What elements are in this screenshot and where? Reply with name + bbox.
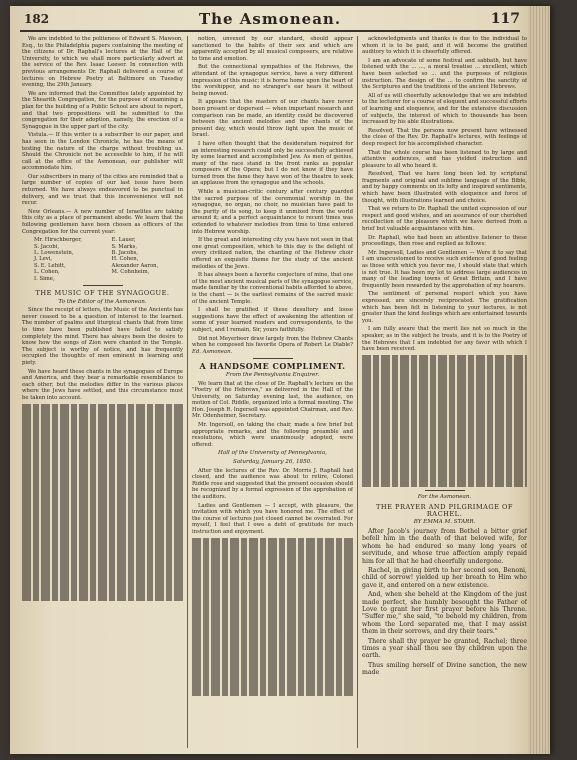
illegible-text [362, 427, 527, 434]
column-rule [357, 36, 358, 748]
list-item: L. Lowenstein, [34, 250, 74, 257]
footnote-signature: Ed. Asmonean. [192, 348, 233, 355]
illegible-text [192, 544, 353, 551]
illegible-text [362, 388, 527, 395]
illegible-text [192, 584, 353, 591]
illegible-text [192, 656, 353, 663]
illegible-text [362, 361, 527, 368]
paragraph: And, when she beheld at the Kingdom of the just made perfect, she humbly besought the Father of Love to grant her first prayer before his Throne. "Suffer me," she said, "to behold my children, from whom the Lord separated me, that I may assist them in their sorrows, and dry their tears." [362, 591, 527, 636]
illegible-text [192, 623, 353, 630]
newspaper-page [10, 6, 550, 754]
list-item: M. Cohnheim, [111, 269, 150, 276]
illegible-text [192, 630, 353, 637]
illegible-text [362, 394, 527, 401]
paragraph: After Jacob's journey from Bethel a bitter grief befell him in the death of that beloved wife, for whom he had endured so many long years of servitude, and whose true affection amply repaid him for all that he had cheerfully undergone. [362, 527, 527, 565]
footnote-text: Did not Meyerbeer draw largely from the Hebrew Chants when he composed his favorite Opera of Robert Le Diable? [192, 335, 353, 349]
paragraph: acknowledgments and thanks is due to the individual to whom it is to be paid, and it will become the gratified auditory to which it is cheerfully offered. [362, 36, 527, 56]
illegible-text [22, 509, 183, 516]
paragraph: The sentiment of personal respect which you have expressed, are sincerely reciprocated. The gratification which has been felt in listening to your lectures, is not greater than the kind feelings which are entertained towards you. [362, 291, 527, 324]
illegible-text [22, 423, 183, 430]
paragraph: Our subscribers in many of the cities are reminded that a large number of copies of our last issue have been returned. We have always endeavored to be punctual in delivery, and we trust that this inconvenience will not recur. [22, 173, 183, 207]
illegible-text [362, 447, 527, 454]
paragraph: I am fully aware that the merit lies not so much in the speaker, as in the subject he treats, and it is to the Poetry of the Hebrews that I am indebted for any favor with which I have been received. [362, 326, 527, 353]
paragraph: We learn that at the close of Dr. Raphall's lecture on the "Poetry of the Hebrews," as delivered in the Hall of the University, on Saturday evening last, the audience, on motion of Col. Riddle, organized into a formal meeting. The Hon. Joseph R. Ingersoll was appointed Chairman, and Rev. Mr. Odenheimer, Secretary. [192, 380, 353, 420]
masthead [20, 10, 520, 32]
paragraph: Vistula.— If this writer is a subscriber to our paper, and has seen in the London Chronicle, he has the means of testing the nature of the charge without troubling us. Should the Chronicle not be accessible to him, if he will call at the office of the Asmonean, our publisher will accommodate him. [22, 132, 183, 172]
columns [22, 36, 527, 748]
resolution-date: Saturday, January 26, 1850. [233, 459, 312, 466]
paragraph: Since the receipt of letters, the Music of the Ancients has never ceased to be a question of interest to the learned. The number of psalms and liturgical chants that from time to time have been published have failed to satisfy completely the mind. There has always been the desire to know how the songs of Zion were chanted in the Temple. The subject is worthy of notice, and has frequently occupied the thoughts of men eminent in learning and piety. [22, 307, 183, 366]
resolution-heading: Hall of the University of Pennsylvania, [218, 450, 327, 457]
illegible-text [22, 470, 183, 477]
illegible-text [362, 473, 527, 480]
masthead-left: 182 [24, 12, 50, 26]
illegible-text [192, 663, 353, 670]
paragraph: All of us will cheerfully acknowledge that we are indebted to the lecturer for a course of eloquent and successful efforts of learning and eloquence, and for the extensive discussion of subjects, the interest of which to thousands has been increased by his able illustrations. [362, 92, 527, 126]
illegible-text [192, 636, 353, 643]
illegible-text [362, 467, 527, 474]
illegible-text [22, 575, 183, 582]
paragraph: Rachel, in giving birth to her second son, Benoni, child of sorrow! yielded up her breath to Him who gave it, and entered on a new existence. [362, 567, 527, 589]
masthead-title: The Asmonean. [198, 10, 342, 28]
illegible-text [22, 476, 183, 483]
illegible-text [192, 617, 353, 624]
illegible-text [362, 440, 527, 447]
officer-list [22, 237, 183, 282]
illegible-text [192, 597, 353, 604]
article-heading: THE MUSIC OF THE SYNAGOGUE. [35, 289, 170, 298]
illegible-text [22, 549, 183, 556]
article-heading: THE PRAYER AND PILGRIMAGE OF RACHEL. [375, 503, 514, 518]
illegible-text [22, 430, 183, 437]
article-kicker: For the Asmonean. [417, 493, 472, 500]
illegible-text [22, 595, 183, 602]
column-3 [362, 36, 527, 748]
illegible-text [362, 355, 527, 362]
illegible-text [192, 669, 353, 676]
paragraph: We are informed that the Committee lately appointed by the Shearith Congregation, for the purpose of examining a plan for the building of a Public School are about to report, and that two propositions will be submitted to the congregation for their adoption, namely, the erection of a Synagogue in the upper part of the city. [22, 90, 183, 130]
paragraph: Resolved, That the persons now present have witnessed the close of the Rev. Dr. Raphall's lectures, with feelings of deep respect for his accomplished character. [362, 127, 527, 147]
list-item: B. Jacobs, [111, 250, 138, 257]
paragraph: That the whole course has been listened to by large and attentive audiences, and has yielded instruction and pleasure to all who heard it. [362, 149, 527, 169]
page-edge [528, 6, 550, 754]
illegible-text [22, 417, 183, 424]
paragraph: I am an advocate of some festival and sabbath, but have listened with the ... ..., a moral treatise ... excellent, which have been selected so ... and the purposes of religious instruction. The design of the ... to confirm the sanctity of the Scriptures and the traditions of the ancient Hebrews. [362, 57, 527, 91]
list-item: J. Levi, [34, 256, 53, 263]
illegible-text [22, 437, 183, 444]
illegible-text [22, 456, 183, 463]
column-1 [22, 36, 183, 748]
article-subheading: From the Pennsylvania Enquirer. [225, 371, 320, 378]
paragraph: We are indebted to the politeness of Edward S. Mawson, Esq., to the Philadelphia papers containing the meeting of the citizens of Dr. Raphall's lectures at the Hall of the University, to which we shall more particularly advert at the service of the Rev. Isaac Leeser. In connection with previous arrangements Dr. Raphall delivered a course of lectures on Hebrew Poetry at Baltimore on Tuesday evening, the 29th January. [22, 36, 183, 89]
paragraph: But the connectional sympathies of the Hebrews, the attendant of the synagogue service, have a very different impression of this music; it is borne home upon the heart of the worshipper, and no stranger's ear hears it without being moved. [192, 64, 353, 97]
article-subheading: To the Editor of the Asmonean. [58, 298, 147, 305]
list-item: Alexander Aaron, [111, 262, 159, 269]
paragraph: notion, unvexed by our standard, should appear sanctioned to the habits of their sex and which are apparently accepted by all musical composers, are relative to time and emotion. [192, 36, 353, 62]
article-heading: A HANDSOME COMPLIMENT. [199, 361, 346, 372]
paragraph: Mr. Ingersoll, on taking the chair, made a few brief but appropriate remarks, and the following preamble and resolutions, which were unanimously adopted, were offered: [192, 422, 353, 448]
illegible-text [362, 480, 527, 487]
illegible-text [22, 463, 183, 470]
page-number: 117 [490, 11, 520, 27]
paragraph: That we return to Dr. Raphall the united expression of our respect and good wishes, and an assurance of our cherished recollection of the pleasure which we have derived from a brief but valuable acquaintance with him. [362, 206, 527, 233]
illegible-text [362, 434, 527, 441]
divider [425, 490, 465, 491]
illegible-text [22, 582, 183, 589]
illegible-text [22, 443, 183, 450]
paragraph: Resolved, That we have long been led by scriptural fragments and original and sublime language of the Bible, and by happy comments on its lofty and inspired sentiments, which have been illustrated with eloquence and force of thought, with illustrations learned and choice. [362, 171, 527, 204]
list-item: Mr. Hirschberger, [34, 237, 82, 244]
byline: BY EMMA M. STARR. [413, 519, 476, 526]
divider [83, 285, 123, 286]
illegible-text [192, 676, 353, 683]
paragraph: If the great and interesting city you have not seen in that one great composition, which to this day is the delight of every civilized nation, the chanting of the Hebrew choir offered an exquisite theme for the study of the ancient melodies of the Jews. [192, 237, 353, 270]
illegible-text [22, 522, 183, 529]
paragraph: Mr. Ingersoll, Ladies and Gentlemen — Were it to say that I am unaccustomed to receive such evidence of good feeling as those with which you favor me, I should state that which is not true. It has been my lot to address large audiences in many of the leading towns of Great Britain, and I have frequently been rewarded by the approbation of my hearers. [362, 249, 527, 289]
illegible-text [22, 555, 183, 562]
column-rule [187, 36, 188, 748]
illegible-text [22, 529, 183, 536]
column-2 [192, 36, 353, 748]
paragraph: New Orleans.— A new number of Israelites are taking this city as a place of permanent abode. We learn that the following gentlemen have been chosen as officers of the Congregation for the current year: [22, 208, 183, 235]
paragraph: After the lectures of the Rev. Dr. Morris J. Raphall had closed, and the audience was about to retire, Colonel Riddle rose and suggested that the present occasion should be recognized by a formal expression of the approbation of the auditors. [192, 467, 353, 500]
illegible-text [192, 610, 353, 617]
illegible-text [22, 588, 183, 595]
illegible-text [22, 404, 183, 411]
illegible-text [362, 381, 527, 388]
list-item: I. Sime, [34, 275, 55, 282]
illegible-text [362, 421, 527, 428]
illegible-text [362, 460, 527, 467]
illegible-text [22, 496, 183, 503]
paragraph: It has always been a favorite conjecture of mine, that one of the most ancient musical parts of the synagogue service, made familiar by the conventional habits afforded to above, is the chant — is the earliest remains of the sacred music of the ancient Temple. [192, 272, 353, 305]
illegible-text [22, 562, 183, 569]
divider [253, 358, 293, 359]
illegible-text [22, 483, 183, 490]
list-item: L. Cohen, [34, 269, 60, 276]
illegible-text [362, 375, 527, 382]
illegible-text [22, 568, 183, 575]
illegible-text [22, 489, 183, 496]
illegible-text [362, 414, 527, 421]
paragraph: While a musician-critic century after century guarded the sacred purpose of the ceremonial worship in the synagogue, no organ, no choir, no musician have paid to the purity of its song, to keep it unmixed from the world around it; and a perfect acquaintance to recent times was extended to whatever melodies from time to time entered into Hebrew worship. [192, 189, 353, 235]
illegible-text [192, 557, 353, 564]
list-item: S. E. Lehitt, [34, 262, 66, 269]
paragraph: I shall be gratified if these desultory and loose suggestions have the effect of awakening the attention of some of your learned readers and correspondents, to the subject, and I remain, Sir, yours faithfully. [192, 307, 353, 333]
illegible-text [362, 401, 527, 408]
illegible-text [362, 454, 527, 461]
illegible-text [192, 577, 353, 584]
illegible-text [192, 689, 353, 696]
illegible-text [22, 502, 183, 509]
illegible-text [22, 450, 183, 457]
illegible-text [22, 516, 183, 523]
paragraph: Thus smiling herself of Divine sanction, the new made [362, 661, 527, 677]
paragraph: Ladies and Gentlemen — I accept, with pleasure, the invitation with which you have honored me. The effect of the course of lectures just closed cannot be overrated. For myself, I feel that I owe a debt of gratitude for much instruction and enjoyment. [192, 502, 353, 535]
list-item: H. Cohen, [111, 256, 139, 263]
paragraph: It appears that the masters of our chants have never been present or dispersed — when important research and comparison can be made, an identity could be discovered between the ancient melodies and the chants of the present day, which would throw light upon the music of Israel. [192, 99, 353, 139]
list-item: E. Lauer, [111, 237, 136, 244]
illegible-text [192, 564, 353, 571]
illegible-text [192, 650, 353, 657]
paragraph: Dr. Raphall, who had been an attentive listener to these proceedings, then rose and replied as follows: [362, 234, 527, 248]
paragraph: I have often thought that the desideratum required for an interesting research could only be successfully achieved by some learned and accomplished Jew. As men of genius, many of the race stand in the front ranks as popular composers of the Opera; but I do not know if they have turned from the fame they have won of the theatre to seek an applause from the synagogue and the schools. [192, 140, 353, 187]
illegible-text [192, 604, 353, 611]
illegible-text [362, 368, 527, 375]
illegible-text [192, 683, 353, 690]
paragraph: We have heard these chants in the synagogues of Europe and America, and they bear a remarkable resemblance to each other; but the melodies differ in the various places where the Jews have settled, and this circumstance must be taken into account. [22, 368, 183, 401]
paragraph: There shall thy prayer be granted, Rachel; three times a year shall thou see thy children upon the earth. [362, 637, 527, 660]
illegible-text [22, 542, 183, 549]
illegible-text [192, 551, 353, 558]
list-item: S. Jacobi, [34, 243, 60, 250]
footnote [192, 336, 353, 356]
illegible-text [22, 535, 183, 542]
illegible-text [192, 590, 353, 597]
illegible-text [22, 410, 183, 417]
list-item: S. Marks, [111, 243, 138, 250]
illegible-text [192, 643, 353, 650]
illegible-text [192, 571, 353, 578]
illegible-text [192, 538, 353, 545]
illegible-text [362, 407, 527, 414]
